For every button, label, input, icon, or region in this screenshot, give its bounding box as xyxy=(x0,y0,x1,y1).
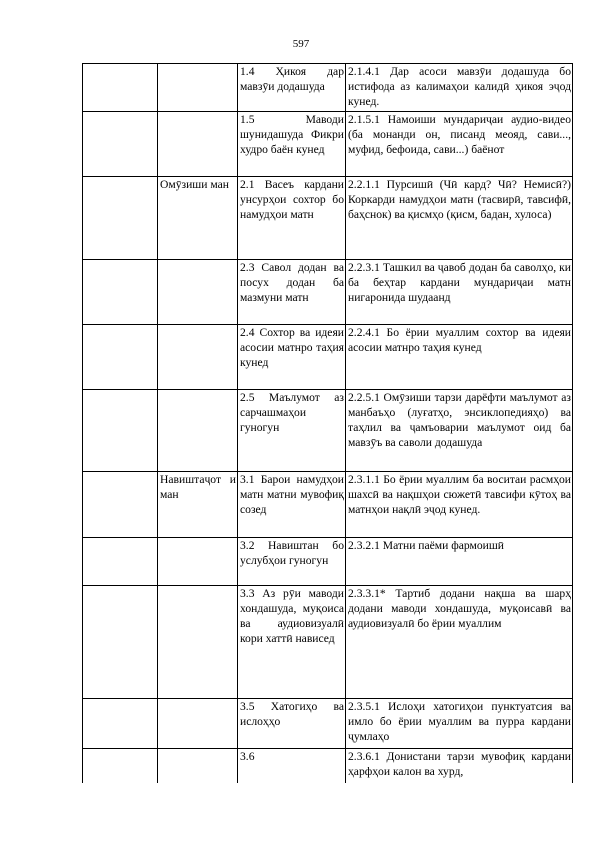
table-cell-col1 xyxy=(83,472,158,538)
table-cell-col1 xyxy=(83,538,158,586)
table-cell-col4: 2.2.3.1 Ташкил ва ҷавоб додан ба саволҳо, ки ба беҳтар кардани мундариҷаи матн нигаронида шудаанд xyxy=(346,260,573,325)
table-cell-col3: 2.4 Сохтор ва идеяи асосии матнро таҳия кунед xyxy=(238,325,346,390)
table-cell-col2 xyxy=(158,260,238,325)
table-cell-col1 xyxy=(83,325,158,390)
table-row xyxy=(83,472,573,538)
table-cell-col2: Навиштаҷот и ман xyxy=(158,472,238,538)
table-cell-col3: 3.6 xyxy=(238,749,346,783)
table-cell-col1 xyxy=(83,586,158,699)
table-cell-col4: 2.1.5.1 Намоиши мундариҷаи аудио-видео (ба монанди он, писанд меояд, сави..., муфид, бефоида, сави...) баёнот xyxy=(346,112,573,177)
table-cell-col2 xyxy=(158,325,238,390)
table-row xyxy=(83,260,573,325)
table-cell-col2 xyxy=(158,586,238,699)
table-cell-col3: 2.1 Васеъ кардани унсурҳои сохтор бо намудҳои матн xyxy=(238,177,346,260)
table-cell-col1 xyxy=(83,699,158,749)
table-cell-col3: 3.5 Хатогиҳо ва ислоҳҳо xyxy=(238,699,346,749)
table-cell-col1 xyxy=(83,749,158,783)
table-cell-col2 xyxy=(158,749,238,783)
table-cell-col3: 1.4 Ҳикоя дар мавзӯи додашуда xyxy=(238,64,346,112)
table-cell-col2 xyxy=(158,64,238,112)
table-row xyxy=(83,586,573,699)
curriculum-table xyxy=(82,63,573,783)
table-cell-col1 xyxy=(83,260,158,325)
table-cell-col4: 2.2.4.1 Бо ёрии муаллим сохтор ва идеяи асосии матнро таҳия кунед xyxy=(346,325,573,390)
table-cell-col3: 3.1 Барои намудҳои матн матни мувофиқ созед xyxy=(238,472,346,538)
table-cell-col4: 2.3.3.1* Тартиб додани нақша ва шарҳ додани маводи хондашуда, муқоисавӣ ва аудиовизуалӣ бо ёрии муаллим xyxy=(346,586,573,699)
table-cell-col1 xyxy=(83,112,158,177)
table-row xyxy=(83,112,573,177)
table-cell-col3: 3.3 Аз рӯи маводи хондашуда, муқоиса ва аудиовизуалӣ кори хаттӣ нависед xyxy=(238,586,346,699)
table-cell-col1 xyxy=(83,64,158,112)
table-cell-col4: 2.2.1.1 Пурсишӣ (Чӣ кард? Чӣ? Немисӣ?) Коркарди намудҳои матн (тасвирӣ, тавсифӣ, баҳснок) ва қисмҳо (қисм, бадан, хулоса) xyxy=(346,177,573,260)
table-cell-col4: 2.3.1.1 Бо ёрии муаллим ба воситаи расмҳои шахсӣ ва нақшҳои сюжетӣ тавсифи кӯтоҳ ва матнҳои нақлӣ эҷод кунед. xyxy=(346,472,573,538)
table-cell-col2 xyxy=(158,699,238,749)
table-cell-col4: 2.2.5.1 Омӯзиши тарзи дарёфти маълумот аз манбаъҳо (луғатҳо, энсиклопедияҳо) ва таҳлил ва ҷамъоварии маълумот оид ба мавзӯъ ва саволи додашуда xyxy=(346,390,573,472)
table-row xyxy=(83,390,573,472)
table-cell-col2 xyxy=(158,538,238,586)
table-cell-col4: 2.3.6.1 Донистани тарзи мувофиқ кардани ҳарфҳои калон ва хурд, xyxy=(346,749,573,783)
table-cell-col2 xyxy=(158,390,238,472)
table-cell-col3: 2.5 Маълумот аз сарчашмаҳои гуногун xyxy=(238,390,346,472)
table-row xyxy=(83,749,573,783)
table-row xyxy=(83,699,573,749)
table-row xyxy=(83,325,573,390)
table-cell-col2 xyxy=(158,112,238,177)
page-number: 597 xyxy=(292,38,310,50)
table-cell-col3: 2.3 Савол додан ва посух додан ба мазмуни матн xyxy=(238,260,346,325)
table-cell-col4: 2.1.4.1 Дар асоси мавзӯи додашуда бо истифода аз калимаҳои калидӣ ҳикоя эҷод кунед. xyxy=(346,64,573,112)
table-row xyxy=(83,64,573,112)
table-row xyxy=(83,177,573,260)
table-cell-col3: 1.5 Маводи шунидашуда Фикри худро баён кунед xyxy=(238,112,346,177)
table-cell-col4: 2.3.2.1 Матни паёми фармоишӣ xyxy=(346,538,573,586)
table-cell-col1 xyxy=(83,177,158,260)
table-cell-col2: Омӯзиши ман xyxy=(158,177,238,260)
table-cell-col4: 2.3.5.1 Ислоҳи хатогиҳои пунктуатсия ва имло бо ёрии муаллим ва пурра кардани ҷумлаҳо xyxy=(346,699,573,749)
table-row xyxy=(83,538,573,586)
table-cell-col3: 3.2 Навиштан бо услубҳои гуногун xyxy=(238,538,346,586)
table-cell-col1 xyxy=(83,390,158,472)
